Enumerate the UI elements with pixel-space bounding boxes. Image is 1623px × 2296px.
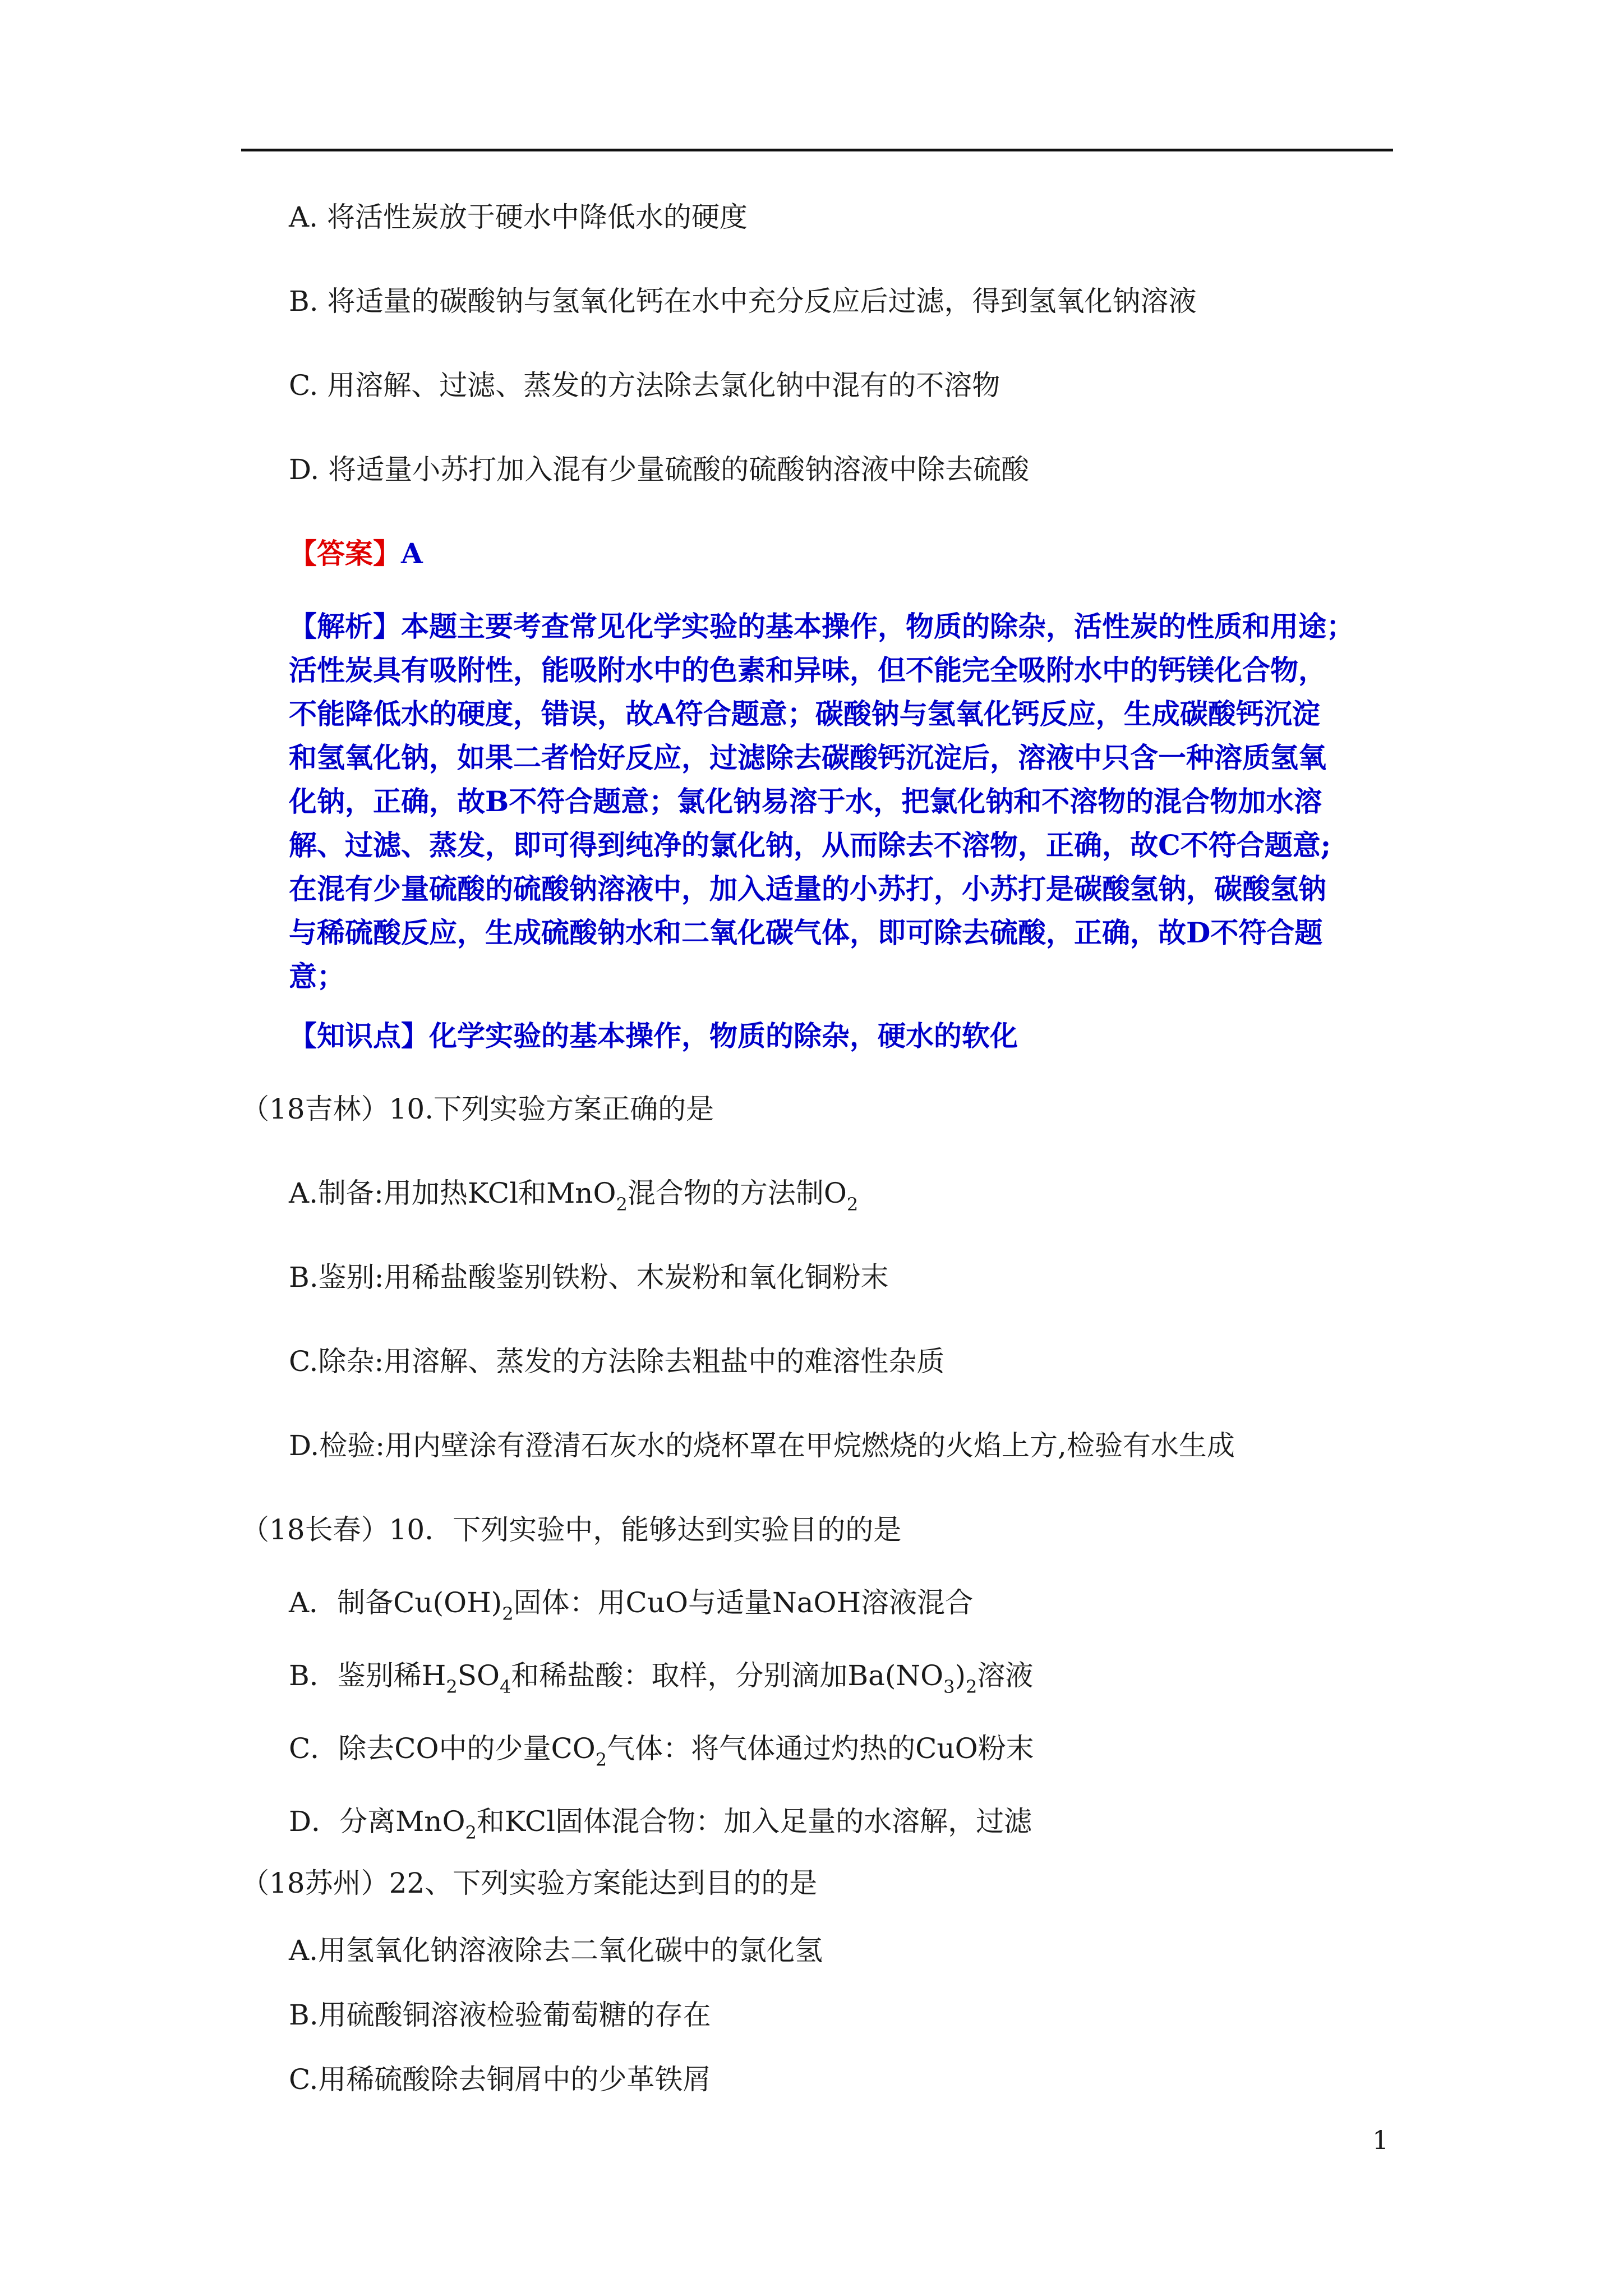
analysis-line-7: 在混有少量硫酸的硫酸钠溶液中，加入适量的小苏打，小苏打是碳酸氢钠，碳酸氢钠 — [289, 872, 1326, 905]
knowledge-line — [289, 1018, 1018, 1054]
answer-line — [289, 536, 423, 572]
option-a: A. 将活性炭放于硬水中降低水的硬度 — [289, 201, 748, 233]
changchun-b-sub-4: 2 — [966, 1676, 978, 1697]
option-d: D. 将适量小苏打加入混有少量硫酸的硫酸钠溶液中除去硫酸 — [289, 453, 1030, 486]
answer-label: 【答案】 — [289, 537, 401, 570]
jilin-a-text-1: A.制备:用加热KCl和MnO — [289, 1177, 616, 1209]
knowledge-value: 化学实验的基本操作，物质的除杂，硬水的软化 — [429, 1019, 1018, 1052]
analysis-line-4: 和氢氧化钠，如果二者恰好反应，过滤除去碳酸钙沉淀后，溶液中只含一种溶质氢氧 — [289, 741, 1326, 774]
changchun-a-text-1: A．制备Cu(OH) — [289, 1586, 502, 1619]
changchun-b-text-3: 和稀盐酸：取样，分别滴加Ba(NO — [511, 1659, 944, 1692]
jilin-a-sub-2: 2 — [846, 1194, 859, 1215]
analysis-line-9: 意； — [289, 960, 345, 993]
analysis-line-3: 不能降低水的硬度，错误，故A符合题意；碳酸钠与氢氧化钙反应，生成碳酸钙沉淀 — [289, 697, 1320, 730]
question-changchun-title: （18长春）10．下列实验中，能够达到实验目的的是 — [241, 1513, 902, 1546]
suzhou-option-b: B.用硫酸铜溶液检验葡萄糖的存在 — [289, 1999, 711, 2031]
changchun-d-text-2: 和KCl固体混合物：加入足量的水溶解，过滤 — [476, 1805, 1032, 1838]
analysis-text: 本题主要考查常见化学实验的基本操作，物质的除杂，活性炭的性质和用途； — [401, 610, 1354, 643]
changchun-c-text-2: 气体：将气体通过灼热的CuO粉末 — [607, 1732, 1034, 1765]
changchun-d-sub: 2 — [465, 1822, 477, 1843]
suzhou-option-c: C.用稀硫酸除去铜屑中的少革铁屑 — [289, 2063, 711, 2096]
changchun-option-a — [289, 1585, 973, 1624]
changchun-b-sub-2: 4 — [499, 1676, 511, 1697]
changchun-c-sub: 2 — [595, 1749, 607, 1770]
changchun-c-text-1: C．除去CO中的少量CO — [289, 1732, 596, 1765]
changchun-a-sub: 2 — [502, 1603, 514, 1625]
changchun-b-text-4: ) — [955, 1659, 966, 1692]
option-c: C. 用溶解、过滤、蒸发的方法除去氯化钠中混有的不溶物 — [289, 369, 1000, 402]
knowledge-label: 【知识点】 — [289, 1019, 429, 1052]
analysis-line-8: 与稀硫酸反应，生成硫酸钠水和二氧化碳气体，即可除去硫酸，正确，故D不符合题 — [289, 916, 1323, 949]
changchun-b-sub-1: 2 — [446, 1676, 458, 1697]
analysis-line-2: 活性炭具有吸附性，能吸附水中的色素和异味，但不能完全吸附水中的钙镁化合物， — [289, 654, 1326, 687]
header-rule — [241, 149, 1393, 151]
changchun-b-text-5: 溶液 — [977, 1659, 1034, 1692]
question-suzhou-title: （18苏州）22、下列实验方案能达到目的的是 — [241, 1867, 818, 1899]
changchun-option-c — [289, 1731, 1034, 1770]
analysis-line-1 — [289, 609, 1354, 645]
jilin-option-d: D.检验:用内壁涂有澄清石灰水的烧杯罩在甲烷燃烧的火焰上方,检验有水生成 — [289, 1429, 1235, 1462]
jilin-option-b: B.鉴别:用稀盐酸鉴别铁粉、木炭粉和氧化铜粉末 — [289, 1261, 889, 1294]
changchun-d-text-1: D．分离MnO — [289, 1805, 465, 1838]
page-number: 1 — [1372, 2125, 1389, 2155]
changchun-b-text-2: SO — [457, 1659, 500, 1692]
suzhou-option-a: A.用氢氧化钠溶液除去二氧化碳中的氯化氢 — [289, 1934, 823, 1967]
jilin-option-c: C.除杂:用溶解、蒸发的方法除去粗盐中的难溶性杂质 — [289, 1345, 945, 1378]
jilin-a-text-2: 混合物的方法制O — [627, 1177, 847, 1209]
changchun-a-text-2: 固体：用CuO与适量NaOH溶液混合 — [513, 1586, 974, 1619]
changchun-b-sub-3: 3 — [943, 1676, 955, 1697]
analysis-line-6: 解、过滤、蒸发，即可得到纯净的氯化钠，从而除去不溶物，正确，故C不符合题意; — [289, 829, 1331, 862]
jilin-option-a — [289, 1175, 858, 1214]
jilin-a-sub-1: 2 — [616, 1194, 628, 1215]
question-jilin-title: （18吉林）10.下列实验方案正确的是 — [241, 1093, 714, 1125]
changchun-b-text-1: B．鉴别稀H — [289, 1659, 446, 1692]
answer-value: A — [401, 537, 423, 570]
analysis-label: 【解析】 — [289, 610, 401, 643]
analysis-line-5: 化钠，正确，故B不符合题意；氯化钠易溶于水，把氯化钠和不溶物的混合物加水溶 — [289, 785, 1322, 818]
option-b: B. 将适量的碳酸钠与氢氧化钙在水中充分反应后过滤，得到氢氧化钠溶液 — [289, 285, 1197, 318]
changchun-option-d — [289, 1803, 1032, 1843]
changchun-option-b — [289, 1658, 1033, 1697]
